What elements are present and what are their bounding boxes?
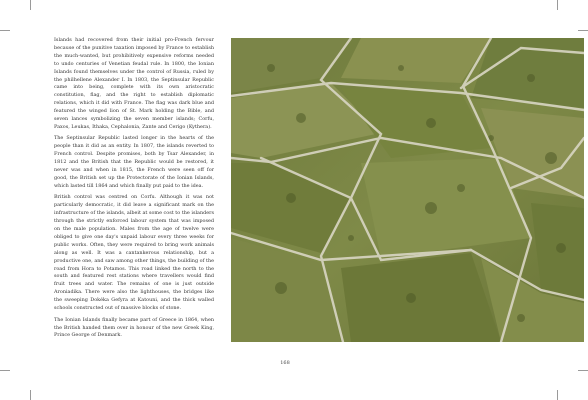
paragraph: British control was centred on Corfu. Although it was not particularly democratic, it did leave a significant mark on the infrastructure of the islands, albeit at some cost to the islanders through the strictly enforced labour system that was imposed on the male population. Males from the age of twelve were obliged to give one day's unpaid labour every three weeks for public works. Often, they were required to bring work animals along as well. It was a cantankerous relationship, but a productive one, and saw among other things, the building of the road from Hora to Potamos. This road linked the north to the south and featured rest stations where travellers would find fruit trees and water. The remains of one is just outside Aroniadika. There were also the lighthouses, the bridges like the sweeping Dokéka Gefyra at Katouni, and the thick walled schools constructed out of massive blocks of stone. bbox=[54, 194, 214, 312]
paragraph: Islands had recovered from their initial pro-French fervour because of the punitive taxation imposed by France to establish the much-wanted, but prohibitively expensive reforms needed to undo centuries of Venetian feudal rule. In 1800, the Ionian Islands found themselves under the control of Russia, ruled by the philhellene Alexander I. In 1803, the Septinsular Republic came into being, complete with its own aristocratic constitution, flag, and the right to establish diplomatic relations, which it did with France. The flag was dark blue and featured the winged lion of St. Mark holding the Bible, and seven lances symbolizing the seven member islands; Corfu, Paxos, Leukas, Ithaka, Cephalonia, Zante and Cerigo (Kythera). bbox=[54, 37, 214, 130]
crop-mark bbox=[578, 370, 588, 371]
crop-mark bbox=[0, 30, 10, 31]
crop-mark bbox=[30, 390, 31, 400]
crop-mark bbox=[30, 0, 31, 10]
paragraph: The Septinsular Republic lasted longer in the hearts of the people than it did as an entity. In 1807, the islands reverted to French control. Despite promises, both by Tsar Alexander, in 1812 and the British that the Republic would be restored, it never was and when in 1815, the French were seen off for good, the British set up the Protectorate of the Ionian Islands, which lasted till 1864 and which finally put paid to the idea. bbox=[54, 135, 214, 189]
stone-walls-image bbox=[231, 38, 584, 342]
crop-mark bbox=[0, 370, 10, 371]
body-text bbox=[54, 37, 214, 344]
crop-mark bbox=[578, 30, 588, 31]
crop-mark bbox=[557, 390, 558, 400]
page-number: 168 bbox=[280, 360, 290, 366]
crop-mark bbox=[557, 0, 558, 10]
paragraph: The Ionian Islands finally became part of Greece in 1864, when the British handed them over in honour of the new Greek King, Prince George of Denmark. bbox=[54, 316, 214, 339]
aerial-photo bbox=[231, 38, 584, 342]
